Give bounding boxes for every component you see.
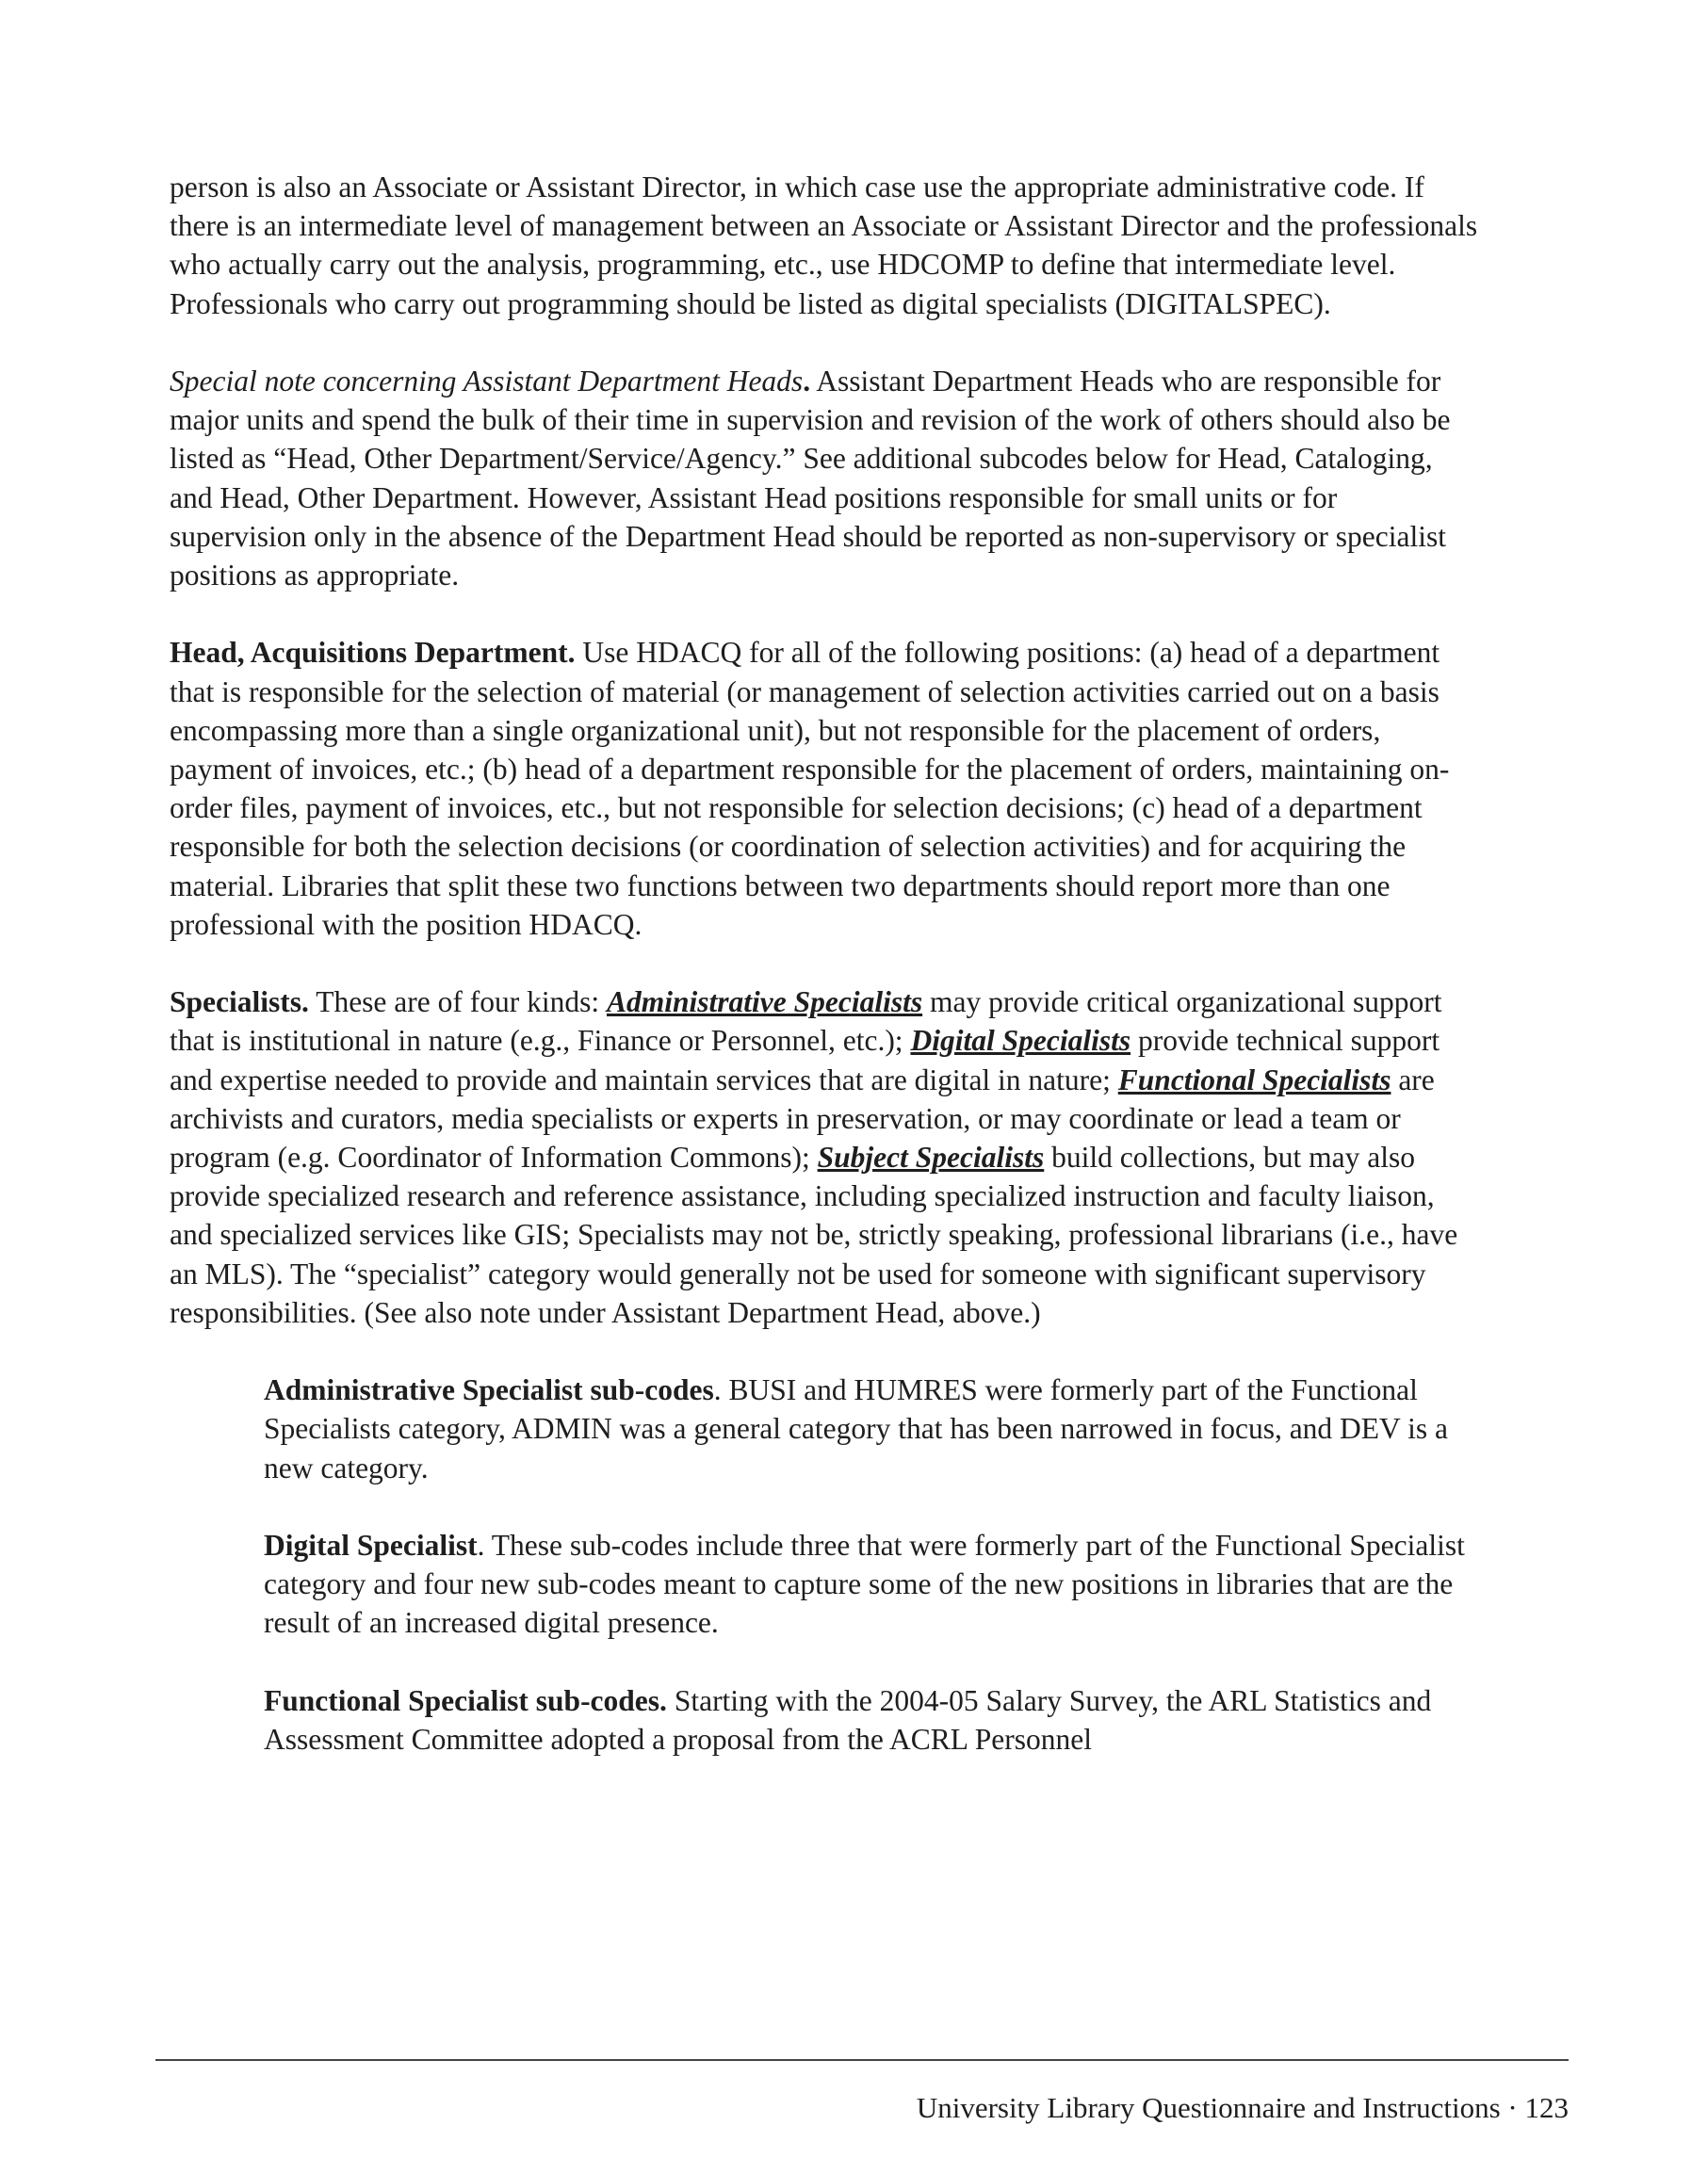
- heading-punctuation: .: [713, 1373, 722, 1407]
- term-subject-specialists: Subject Specialists: [817, 1141, 1045, 1175]
- footer-divider: [155, 2059, 1569, 2061]
- footer-separator: ·: [1500, 2091, 1525, 2124]
- paragraph-text: Use HDACQ for all of the following positions: (a) head of a department that is responsible for the selection of material (or management of selection activities carried out on a basis encompassing more than a single organizational unit), but not responsible for the placement of orders, payment of invoices, etc.; (b) head of a department responsible for the placement of orders, maintaining on-order files, payment of invoices, etc., but not responsible for selection decisions; (c) head of a department responsible for both the selection decisions (or coordination of selection activities) and for acquiring the material. Libraries that split these two functions between two departments should report more than one professional with the position HDACQ.: [170, 636, 1450, 941]
- term-functional-specialists: Functional Specialists: [1117, 1063, 1391, 1096]
- paragraph-text: provide technical support and expertise needed to provide and maintain services that are digital in nature;: [170, 1024, 1440, 1096]
- paragraph-intermediate-management: [170, 168, 1479, 323]
- term-administrative-specialists: Administrative Specialists: [606, 985, 923, 1019]
- paragraph-text: These are of four kinds:: [308, 985, 607, 1019]
- page-number: 123: [1524, 2091, 1569, 2124]
- lead-punctuation: .: [803, 365, 811, 397]
- paragraph-lead-italic: Special note concerning Assistant Department Heads: [170, 365, 804, 397]
- paragraph-administrative-subcodes: [264, 1371, 1479, 1487]
- paragraph-heading: Digital Specialist: [264, 1529, 478, 1563]
- paragraph-text: person is also an Associate or Assistant Director, in which case use the appropriate administrative code. If there is an intermediate level of management between an Associate or Assistant Director and the professionals who actually carry out the analysis, programming, etc., use HDCOMP to define that intermediate level. Professionals who carry out programming should be listed as digital specialists (DIGITALSPEC).: [170, 170, 1478, 320]
- paragraph-functional-subcodes: [264, 1681, 1479, 1759]
- paragraph-text: are archivists and curators, media specialists or experts in preservation, or may coordinate or lead a team or program (e.g. Coordinator of Information Commons);: [170, 1063, 1435, 1175]
- paragraph-assistant-department-heads: [170, 362, 1479, 594]
- paragraph-text: These sub-codes include three that were formerly part of the Functional Specialist category and four new sub-codes meant to capture some of the new positions in libraries that are the result of an increased digital presence.: [264, 1529, 1465, 1640]
- page-footer: [917, 2091, 1569, 2125]
- document-body: [170, 168, 1479, 1797]
- paragraph-heading: Specialists.: [170, 985, 309, 1019]
- paragraph-text: build collections, but may also provide specialized research and reference assistance, including specialized instruction and faculty liaison, and specialized services like GIS; Specialists may not be, strictly speaking, professional librarians (i.e., have an MLS). The “specialist” category would generally not be used for someone with significant supervisory responsibilities. (See also note under Assistant Department Head, above.): [170, 1141, 1458, 1329]
- paragraph-text: may provide critical organizational support that is institutional in nature (e.g., Finance or Personnel, etc.);: [170, 985, 1442, 1058]
- paragraph-text: Assistant Department Heads who are responsible for major units and spend the bulk of their time in supervision and revision of the work of others should also be listed as “Head, Other Department/Service/Agency.” See additional subcodes below for Head, Cataloging, and Head, Other Department. However, Assistant Head positions responsible for small units or for supervision only in the absence of the Department Head should be reported as non-supervisory or specialist positions as appropriate.: [170, 365, 1451, 592]
- paragraph-specialists: [170, 982, 1479, 1332]
- footer-title: University Library Questionnaire and Instructions: [916, 2091, 1501, 2124]
- paragraph-text: BUSI and HUMRES were formerly part of the Functional Specialists category, ADMIN was a general category that has been narrowed in focus, and DEV is a new category.: [264, 1373, 1448, 1484]
- paragraph-heading: Functional Specialist sub-codes.: [264, 1683, 667, 1717]
- heading-punctuation: .: [477, 1529, 485, 1563]
- term-digital-specialists: Digital Specialists: [910, 1024, 1131, 1058]
- paragraph-heading: Head, Acquisitions Department.: [170, 636, 576, 670]
- paragraph-text: Starting with the 2004-05 Salary Survey, the ARL Statistics and Assessment Committee adopted a proposal from the ACRL Personnel: [264, 1683, 1432, 1757]
- paragraph-head-acquisitions: [170, 633, 1479, 944]
- paragraph-digital-specialist: [264, 1526, 1479, 1643]
- paragraph-heading: Administrative Specialist sub-codes: [264, 1373, 714, 1407]
